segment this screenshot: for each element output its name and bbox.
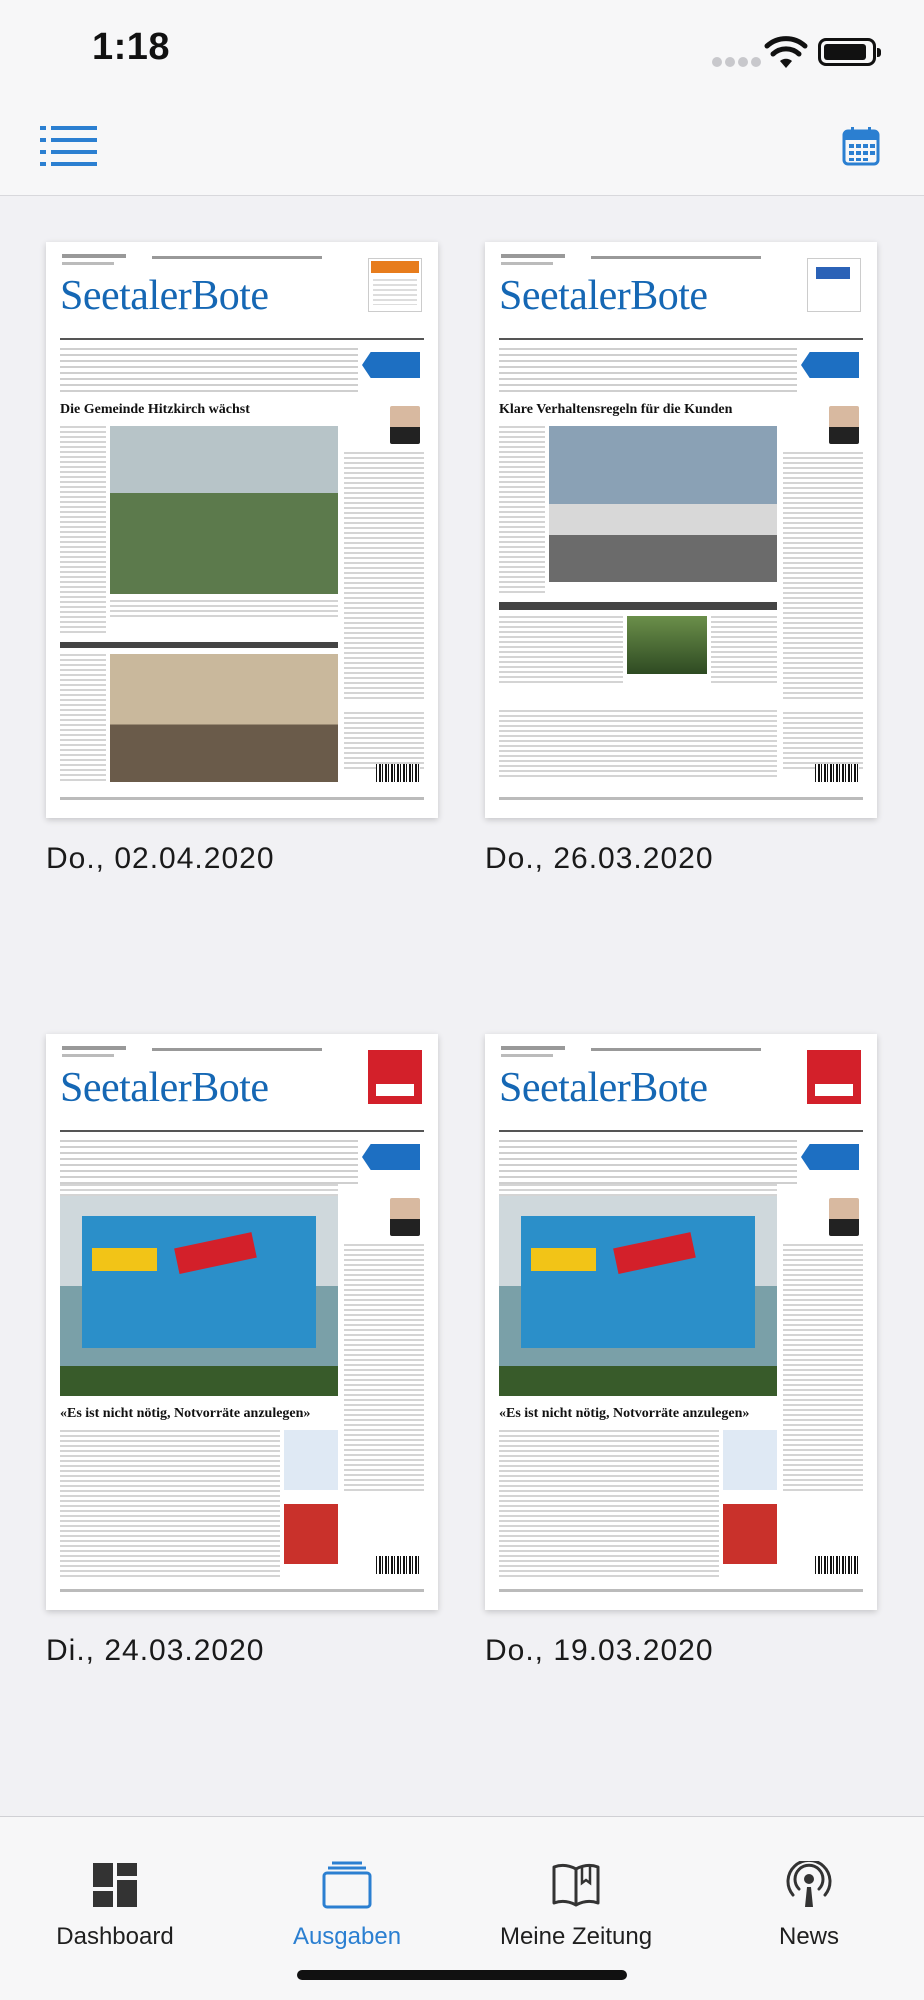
home-indicator [297,1970,627,1980]
cover-masthead: SeetalerBote [499,1065,708,1111]
issue-date: Do., 26.03.2020 [485,842,714,875]
wifi-icon [764,36,808,70]
book-icon [550,1861,602,1909]
tab-label: Ausgaben [292,1923,402,1950]
issue-date: Do., 02.04.2020 [46,842,275,875]
podcast-icon [783,1861,835,1909]
tab-ausgaben[interactable] [247,1817,447,1977]
issue-cover[interactable] [485,1034,877,1610]
cover-ad [368,258,422,312]
cover-masthead: SeetalerBote [60,273,269,319]
cover-headline: «Es ist nicht nötig, Notvorräte anzulegen» [499,1406,750,1421]
cover-headline: Klare Verhaltensregeln für die Kunden [499,402,733,417]
issue-cover[interactable] [485,242,877,818]
cover-masthead: SeetalerBote [499,273,708,319]
tab-dashboard[interactable] [15,1817,215,1977]
cover-masthead: SeetalerBote [60,1065,269,1111]
tab-meine-zeitung[interactable] [476,1817,676,1977]
tab-label: Dashboard [56,1923,174,1950]
issue-cover[interactable] [46,1034,438,1610]
issue-date: Di., 24.03.2020 [46,1634,265,1667]
cover-ad [807,1050,861,1104]
cover-ad [368,1050,422,1104]
dashboard-icon [89,1861,141,1909]
cover-ad [807,258,861,312]
issue-date: Do., 19.03.2020 [485,1634,714,1667]
status-time: 1:18 [92,26,171,68]
tab-label: Meine Zeitung [499,1923,653,1950]
battery-icon [818,38,876,66]
list-icon[interactable] [40,124,96,170]
nav-bar [0,100,924,196]
issue-cover[interactable] [46,242,438,818]
issues-stack-icon [321,1861,373,1909]
tab-news[interactable] [709,1817,909,1977]
cover-headline: Die Gemeinde Hitzkirch wächst [60,402,250,417]
status-bar [0,0,924,100]
calendar-icon[interactable] [842,126,880,166]
tab-label: News [778,1923,839,1950]
cellular-signal-icon [712,54,762,68]
cover-headline: «Es ist nicht nötig, Notvorräte anzulegen» [60,1406,311,1421]
